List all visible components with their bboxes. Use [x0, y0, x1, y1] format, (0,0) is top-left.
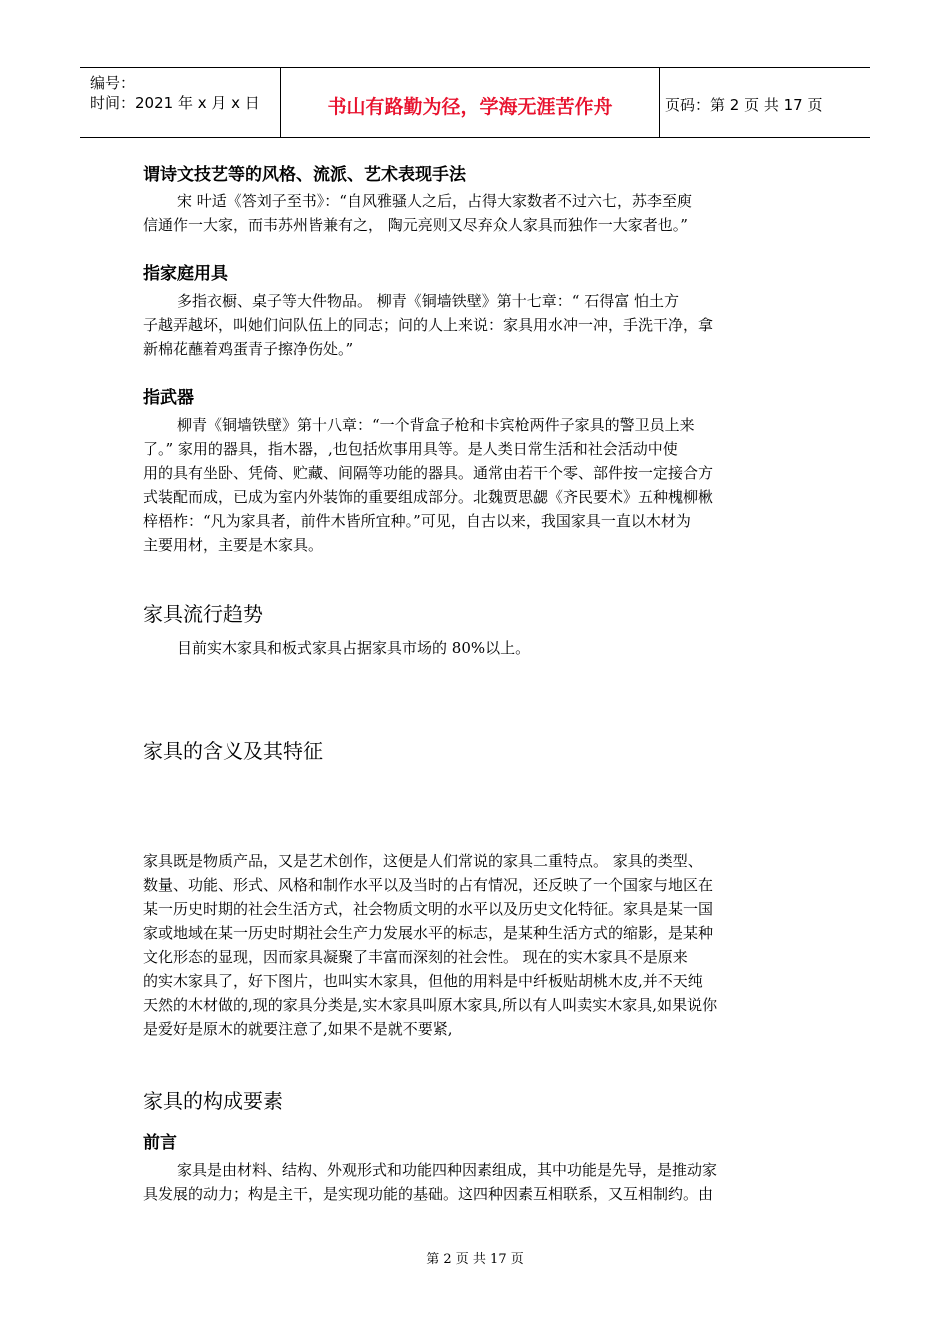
paragraph-household	[143, 289, 811, 361]
text-line: 新棉花蘸着鸡蛋青子擦净伤处。”	[143, 340, 354, 358]
text-line: 家具既是物质产品，又是艺术创作，这便是人们常说的家具二重特点。 家具的类型、	[143, 852, 703, 870]
text-line: 天然的木材做的,现的家具分类是,实木家具叫原木家具,所以有人叫卖实木家具,如果说你	[143, 996, 718, 1014]
text-line: 主要用材，主要是木家具。	[143, 536, 324, 554]
section-heading-meaning: 家具的含义及其特征	[143, 739, 323, 763]
section-heading-elements: 家具的构成要素	[143, 1089, 283, 1113]
paragraph-style	[143, 189, 811, 237]
section-heading-weapon: 指武器	[143, 388, 194, 408]
text-line: 用的具有坐卧、凭倚、贮藏、间隔等功能的器具。通常由若干个零、部件按一定接合方	[143, 464, 714, 482]
text-line: 梓梧柞：“凡为家具者，前件木皆所宜种。”可见，自古以来，我国家具一直以木材为	[143, 512, 691, 530]
header-middle-cell	[281, 68, 660, 137]
page-info: 页码：第 2 页 共 17 页	[665, 96, 823, 114]
text-line: 信通作一大家，而韦苏州皆兼有之， 陶元亮则又尽弃众人家具而独作一大家者也。”	[143, 216, 688, 234]
number-label: 编号：	[90, 74, 136, 92]
paragraph-weapon	[143, 413, 811, 557]
text-line: 了。” 家用的器具，指木器，,也包括炊事用具等。是人类日常生活和社会活动中使	[143, 440, 678, 458]
text-line: 目前实木家具和板式家具占据家具市场的 80%以上。	[177, 639, 531, 657]
section-heading-trend: 家具流行趋势	[143, 602, 263, 626]
text-line: 数量、功能、形式、风格和制作水平以及当时的占有情况，还反映了一个国家与地区在	[143, 876, 714, 894]
header-left-cell	[80, 68, 281, 137]
subheading-preface: 前言	[143, 1133, 177, 1153]
paragraph-trend	[143, 636, 811, 660]
header-motto: 书山有路勤为径，学海无涯苦作舟	[327, 96, 613, 118]
text-line: 式装配而成，已成为室内外装饰的重要组成部分。北魏贾思勰《齐民要术》五种槐柳楸	[143, 488, 714, 506]
text-line: 是爱好是原木的就要注意了,如果不是就不要紧,	[143, 1020, 453, 1038]
text-line: 子越弄越坏，叫她们问队伍上的同志；问的人上来说：家具用水冲一冲，手洗干净，拿	[143, 316, 714, 334]
text-line: 宋 叶适《答刘子至书》：“自风雅骚人之后，占得大家数者不过六七，苏李至庾	[177, 192, 692, 210]
time-label: 时间：2021 年 x 月 x 日	[90, 94, 260, 112]
text-line: 家具是由材料、结构、外观形式和功能四种因素组成，其中功能是先导，是推动家	[177, 1161, 718, 1179]
paragraph-meaning	[143, 849, 811, 1041]
text-line: 多指衣橱、桌子等大件物品。 柳青《铜墙铁壁》第十七章：“ 石得富 怕土方	[177, 292, 679, 310]
header-right-cell	[660, 68, 870, 137]
text-line: 的实木家具了，好下图片，也叫实木家具，但他的用料是中纤板贴胡桃木皮,并不天纯	[143, 972, 703, 990]
paragraph-elements	[143, 1158, 811, 1206]
page-footer: 第 2 页 共 17 页	[426, 1252, 524, 1267]
text-line: 具发展的动力；构是主干，是实现功能的基础。这四种因素互相联系，又互相制约。由	[143, 1185, 714, 1203]
text-line: 某一历史时期的社会生活方式，社会物质文明的水平以及历史文化特征。家具是某一国	[143, 900, 714, 918]
page-header	[80, 67, 870, 138]
section-heading-household: 指家庭用具	[143, 264, 228, 284]
text-line: 文化形态的显现，因而家具凝聚了丰富而深刻的社会性。 现在的实木家具不是原来	[143, 948, 688, 966]
section-heading-style: 谓诗文技艺等的风格、流派、艺术表现手法	[143, 165, 466, 185]
text-line: 柳青《铜墙铁壁》第十八章：“一个背盒子枪和卡宾枪两件子家具的警卫员上来	[177, 416, 695, 434]
text-line: 家或地域在某一历史时期社会生产力发展水平的标志，是某种生活方式的缩影，是某种	[143, 924, 714, 942]
